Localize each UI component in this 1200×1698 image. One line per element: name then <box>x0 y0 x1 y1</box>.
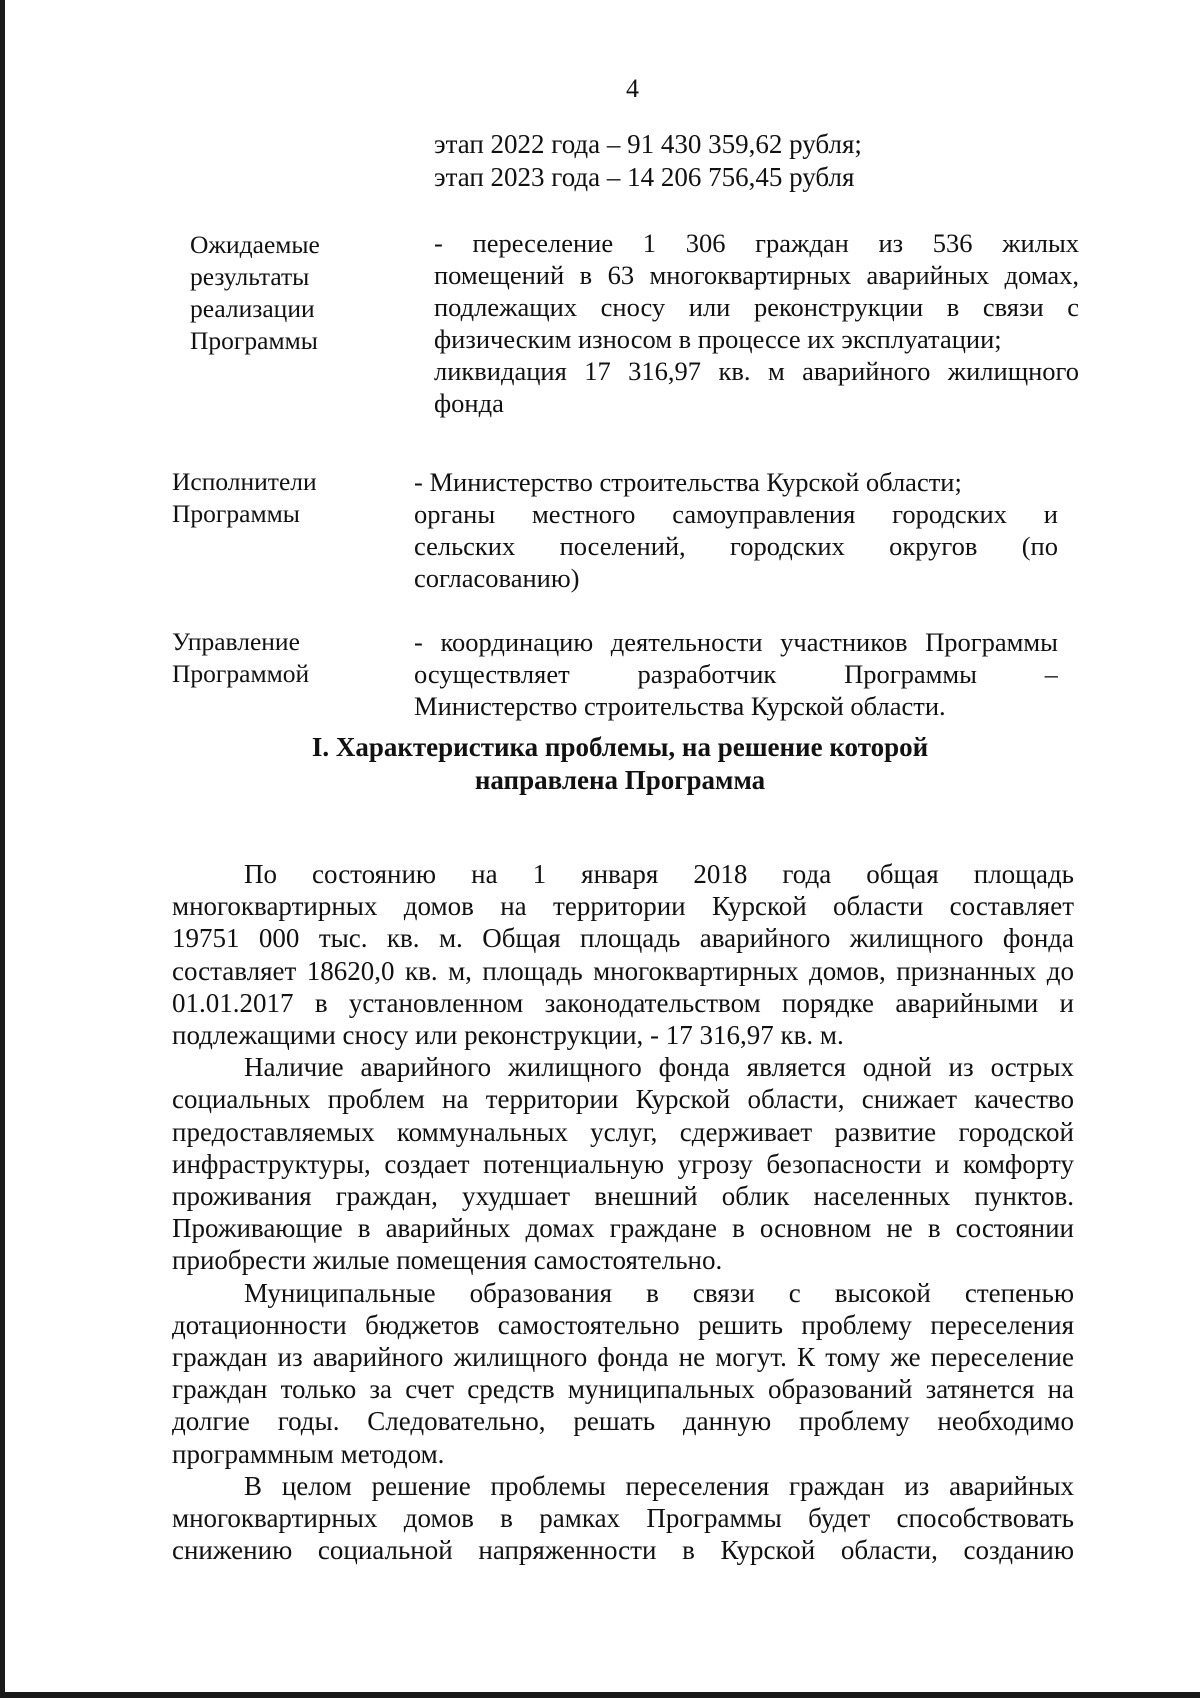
paragraph-line: 01.01.2017 в установленном законодательством порядке аварийными и <box>172 987 1074 1018</box>
paragraph-line: Наличие аварийного жилищного фонда является одной из острых <box>244 1052 1074 1083</box>
paragraph-line: предоставляемых коммунальных услуг, сдерживает развитие городской <box>172 1116 1074 1147</box>
paragraph-line: долгие годы. Следовательно, решать данную проблему необходимо <box>172 1406 1074 1437</box>
paragraph <box>172 1051 1074 1276</box>
label-line: Программы <box>190 326 318 355</box>
value-line: Министерство строительства Курской области. <box>414 691 946 721</box>
paragraph-line: социальных проблем на территории Курской области, снижает качество <box>172 1084 1074 1115</box>
value-line: сельских поселений, городских округов (по <box>414 531 1058 561</box>
section-heading <box>160 731 1080 797</box>
body-text <box>172 858 1074 1566</box>
paragraph-line: многоквартирных домов на территории Курской области составляет <box>172 891 1074 922</box>
paragraph-line: Муниципальные образования в связи с высокой степенью <box>244 1277 1074 1308</box>
scan-border-left <box>0 0 5 1698</box>
paragraph-line: инфраструктуры, создает потенциальную угрозу безопасности и комфорту <box>172 1148 1074 1179</box>
paragraph-line: подлежащими сносу или реконструкции, - 17 316,97 кв. м. <box>172 1020 844 1051</box>
executors-label <box>172 466 317 530</box>
paragraph-line: дотационности бюджетов самостоятельно решить проблему переселения <box>172 1309 1074 1340</box>
page-number: 4 <box>626 74 639 103</box>
paragraph-line: граждан из аварийного жилищного фонда не могут. К тому же переселение <box>172 1342 1074 1373</box>
label-line: Исполнители <box>172 467 317 496</box>
paragraph-line: составляет 18620,0 кв. м, площадь многоквартирных домов, признанных до <box>172 955 1074 986</box>
label-line: результаты <box>190 262 310 291</box>
funding-stage-line: этап 2023 года – 14 206 756,45 рубля <box>434 162 855 192</box>
value-line: помещений в 63 многоквартирных аварийных домах, <box>434 260 1079 290</box>
label-line: Программы <box>172 499 300 528</box>
label-line: Управление <box>172 627 300 656</box>
value-line: ликвидация 17 316,97 кв. м аварийного жилищного <box>434 356 1079 386</box>
value-line: - переселение 1 306 граждан из 536 жилых <box>434 228 1079 258</box>
management-label <box>172 626 309 690</box>
paragraph-line: Проживающие в аварийных домах граждане в основном не в состоянии <box>172 1213 1074 1244</box>
value-line: - координацию деятельности участников Программы <box>414 627 1058 657</box>
scan-border-bottom <box>0 1692 1200 1698</box>
funding-stages <box>434 128 862 194</box>
heading-line: I. Характеристика проблемы, на решение которой <box>311 732 929 762</box>
value-line: физическим износом в процессе их эксплуатации; <box>434 324 1002 354</box>
paragraph-line: 19751 000 тыс. кв. м. Общая площадь аварийного жилищного фонда <box>172 923 1074 954</box>
value-line: подлежащих сносу или реконструкции в связи с <box>434 292 1079 322</box>
label-line: Ожидаемые <box>190 230 320 259</box>
paragraph-line: снижению социальной напряженности в Курской области, созданию <box>172 1535 1074 1566</box>
value-line: осуществляет разработчик Программы – <box>414 659 1058 689</box>
label-line: реализации <box>190 294 315 323</box>
value-line: органы местного самоуправления городских и <box>414 499 1058 529</box>
paragraph <box>172 858 1074 1051</box>
paragraph-line: По состоянию на 1 января 2018 года общая площадь <box>244 859 1074 889</box>
expected-results-value <box>434 227 1079 419</box>
paragraph-line: граждан только за счет средств муниципальных образований затянется на <box>172 1374 1074 1405</box>
paragraph-line: проживания граждан, ухудшает внешний облик населенных пунктов. <box>172 1181 1074 1212</box>
paragraph-line: многоквартирных домов в рамках Программы будет способствовать <box>172 1503 1074 1534</box>
executors-value <box>414 466 1058 594</box>
management-value <box>414 626 1058 722</box>
funding-stage-line: этап 2022 года – 91 430 359,62 рубля; <box>434 129 862 159</box>
value-line: согласованию) <box>414 563 580 593</box>
paragraph-line: программным методом. <box>172 1438 445 1469</box>
expected-results-label <box>190 229 320 357</box>
paragraph-line: приобрести жилые помещения самостоятельно. <box>172 1245 723 1276</box>
value-line: фонда <box>434 388 504 418</box>
paragraph <box>172 1277 1074 1470</box>
paragraph <box>172 1470 1074 1567</box>
paragraph-line: В целом решение проблемы переселения граждан из аварийных <box>244 1470 1074 1501</box>
value-line: - Министерство строительства Курской области; <box>414 467 962 497</box>
label-line: Программой <box>172 659 310 688</box>
heading-line: направлена Программа <box>474 765 766 795</box>
